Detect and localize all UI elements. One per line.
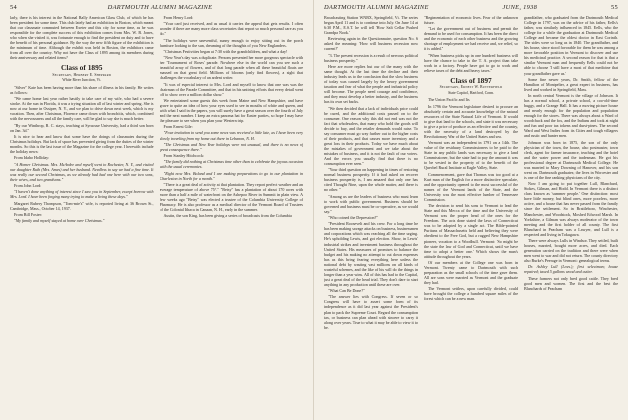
- paragraph: "The Christmas and New Year holidays were not unusual, and there is no news of great consequence there.": [159, 141, 303, 152]
- paragraph: "My family and myself stayed at home over Christmas.": [14, 218, 105, 224]
- paragraph: From Ernest Gile:: [163, 124, 193, 130]
- paragraph: It is nice to hear and know that some have the doings of classmates during the Christmas holidays. But lack of space has prevented giving from the duties of the winter months. So this is the last issue of the Magazine for the college year. I herewith include the holiday news:: [10, 134, 154, 155]
- paragraph: "The answer lies with Congress. If seven or so Congress will have to assert some form of its independence as it did last year against the President's plan to pack the Supreme Court. Regard the consumption tax, or business can plan ahead with sincere to carry it along over years. True to what it may be able to view it to be.: [324, 294, 418, 330]
- paragraph: "3. The present recession is a result of nervous political business prosperity.": [324, 52, 418, 63]
- paragraph: Vermont was an independent in 1791 on a 14th. The value of the residuary Commissioners to be paid to the State in any public lands was necessary to give a land Commissioner, but the state had to pay the amount it was to be vested in the property of to the benefit of the Quecbel Rural Institute at Eagle Valley, State.: [424, 140, 518, 171]
- page-number: 55: [611, 4, 618, 11]
- text-column: [524, 15, 618, 420]
- paragraph: These farmers not only bred good cattle. They bred good men and women. The first and the best the Blanchards of Peacham: [524, 275, 618, 291]
- page-header: [10, 4, 303, 13]
- paragraph: Dr. Ashley Lull (Lovs.); first selectman; house repaired; taxed 5 gallons wood and cutter.: [524, 264, 618, 275]
- paragraph: "We came home last year rather hastily to take care of my wife, who had a severe stroke. At the sun in Florida, it was a trying situation all of last winter and spring. She is now at our home in Ossipee, N. Y., and we plan to drive down next week, which is my vacation. Then, after Christmas, Florence came down with bronchitis, which, combined with the nervousness and all the family care, will be glad to say she is much better.: [10, 96, 154, 122]
- paragraph: Margaret Rubery Thompson, "Tom-mie's" wife, is reported living at 36 Brown St., Cambridge, Mass., October 14, 1937.: [10, 200, 154, 211]
- paragraph: From Bill Foster:: [14, 211, 43, 217]
- paragraph: "Your card just received, and as usual it carries the appeal that gets results. I often wonder if there are many more class secretaries that report so much personal care as you do.": [159, 21, 303, 37]
- running-title: DARTMOUTH ALUMNI MAGAZINE: [107, 4, 213, 11]
- paragraph: "Let the government out of business and permit the demand to be used for consumption. It has been the direct and the economic of each other business and the growing shortage of employment we had receive and, we relief, so it is added.": [424, 26, 518, 52]
- paragraph: "Christmas Festivities began at 7:30 with the grandchildren, and what a day!: [163, 48, 288, 54]
- paragraph: "I haven't done anything of interest since I saw you in September, except borrow with Mrs. Lord. I have been forging many trying to make a living these days.": [10, 189, 154, 200]
- paragraph: "Regimentation of economic lives. Fear of the unknown future.: [424, 15, 518, 26]
- paragraph: "The holidays were uneventful, sunny enough to enjoy sitting out in the porch furniture looking to the sun, dreaming of the thoughts of you New Englanders.: [159, 37, 303, 48]
- text-column: [324, 15, 418, 420]
- paragraph: In north central Vermont is the village of Johnson. It has a normal school, a private school, a coo-old-time buggy, and a Grange Hall. It has a moving picture house and nearly enough for the population and population enough for the stores. There was always about a Ward of woodchuck and the fox, and the Indians and took at night and fun and poor tax tokens and durst-pines. The second Ward and West Indies form its Cities and tough villagers and rustic and hunter men.: [524, 93, 618, 139]
- paragraph: "Who coined the Depression?": [328, 215, 378, 221]
- paragraph: "Right now Mrs. Boland and I are making preparations to go to our plantation in Charleston in North for a month.": [159, 170, 303, 181]
- paragraph: From Henry Lord:: [163, 15, 194, 20]
- page-number: 54: [10, 4, 17, 11]
- secretary-address: White River Junction, Vt.: [62, 78, 102, 83]
- paragraph: "It was of especial interest to Mrs. Lord and myself to know that one was was the chairman of the Parade Committee, and that in his untiring efforts that every detail went off to show over a million dollar show.": [159, 81, 303, 97]
- text-columns: [10, 15, 303, 420]
- paragraph: The decision to send his sons to Vermont to lead the State and this Mecca of the time and the University of Vermont was the proper head of the ones for the Freedom. The acts done stated the laws of Connecticut was to be adopted by a single act. The Bible-pointed Puritans of Massachusetts held and believing they were obedient to the Free God, but a rugged New Hampshire pioneer, vocation to a Woodhull. Vermont: 'So might be the state the law of God and Connecticut, until we have time to adopt a better one.' Which shows the man's attitude throughout the years.: [424, 203, 518, 259]
- right-page: [314, 0, 628, 420]
- class-secretary: Secretary, Herbert E. Sheppard: [52, 72, 112, 77]
- paragraph: "A Homer Christmas. Mrs. McArdee and myself went to Rochester, N. Y., and visited our daughter Ruth (Mrs. Ames) and her husband. Needless to say we had a fine time. It was really our second Christmas, as we already had had one here with our two sons, their wives, and two grandsons.": [10, 161, 154, 182]
- paragraph: "President Roosevelt and his crew. For a long time he has been making savage attacks on business, businessmen and corporations which was reaching all the time urging. He's upholding Lewis, and got election. Show, in Lewis' industrial strikes and investment business throughout the United States. His measures of promises to balance the budget and his making no attempt to cut down expenses has as this bring fearing everything here unless the national debt by wasting vast millions on all kinds of wasteful schemes, and the like of his will do the things in longer than a year wins. All of this has had to the Capital, just a great deal of the head trial. They don't dare to start anything in any production until these are over.: [324, 221, 418, 287]
- paragraph: In 1796 the Vermont legislature desired to procure an absolutely certain and accurate knowledge of the natural resources of the State Natural Life of Vermont. If would to give that land to the schools, and state it was necessary to give a price of produce as an effective and the country, with the necessity of a land destroyed by the Revolutionary War of the United States and sea.: [424, 103, 518, 139]
- paragraph: There were always Lulls in Windsor. They settled, built houses, married, bought more acres, and died. Each generation carried on the tradition and there were when men went to war and did not return. The county directory also Burke's Peerage in Vermont: genealogical terms.: [524, 237, 618, 264]
- paragraph: "Your third question on happening in times of restoring normal business prosperity. If it had asked on recover business prosperity is, I am amazed that only one has cited Thought Nine, upon the whole matter, and there is no other. ": [324, 167, 418, 193]
- class-heading: Class of 1895: [61, 63, 103, 73]
- paragraph: "New Year's day was a duplicate. Persons presented her more gorgeous spectacle with her 'Tournament of Roses' parade. Nowhere else in the world can you see such a beautiful array of flowers, and of that long parade when all these beautiful floats are massed on that great field. Millions of blooms (only find flowers), a sight that challenges the vocabulary of an ardent writer.: [159, 55, 303, 81]
- text-column: [10, 15, 154, 420]
- paragraph: Here are more replies but our of the many with the same thought. At the last time the decline and their industry leads us to the conclusion that the slow business of today was caused largely by the heavy government taxation and fear of what the people and industrial policy will become. The people need courage and confidence, and they must develop a better industry, and the business has its own set backs.: [324, 63, 418, 105]
- paragraph: Broadcasting Station WNBX, Springfield, Vt. The series began April 11 and is to continue into July. On June 14 at 6:30 P.M., E.S.T. he will tell 'How Salt Cellar Pushed Grandpa Nook.': [324, 15, 418, 36]
- paragraph: grandfather, who graduated from the Dartmouth Medical College in 1797, was on the advice of his father, Eells's father, was similarly influenced in 1845. Eells, who the college for a while the graduation at Dartmouth Medical College and became the oldest doctor in East Corinth. The sides were so long as in 1840. The grandfather, and his house, since stood favorable for them he was among a more favorable position in Vermont to discover and use his medicinal practice. A second reason for that is that a similar Vermont man and frequently Eells could not be able to choose 'I still have a most of that medicine that your grandfather gave us.': [524, 15, 618, 76]
- page-header: [324, 4, 618, 13]
- paragraph: Johnson was born in 1875, the son of the only physician of the town, the house, also postmaster, town clerk, agent for farmer insurance, teaching and the hotel and the water power and the tradesman. He got his professional degree at Dartmouth Medical College. He was married to Mary Downing of Hanover, and his son went on. Dartmouth graduates; the lives in Worcester and is one of the fine ranking physicians of the city.: [524, 139, 618, 181]
- paragraph: Commencement, gave that Thomas was too good at a Kurt man of the English for a more distinctive speculate, and the opportunity opened to the most successful of the names of the Vermont lands of the State, and the University was the most effective lumber of Tennessee Commission.: [424, 171, 518, 202]
- paragraph: "Among us are the leaders of business who must learn to work with public government. Business should be governed and business must be co-operative, as we would say.": [324, 193, 418, 214]
- paragraph: "Silver" Kate has been having more than his share of illness in his family. He writes as follows:: [10, 85, 154, 96]
- paragraph: "By our Winthrop, R. C. stays, teaching at Syracuse University, had a third son born on Jan. 3d.": [10, 122, 154, 133]
- text-column: [424, 15, 518, 420]
- paragraph: The Union Pacific and Its: [428, 97, 470, 103]
- paragraph: Austin, the son King, has been giving a series of broadcasts from the Columbia: [163, 213, 292, 219]
- paragraph: "We then decided that a lack of individuals price could be cured, and the additional costs passed on to the consumer. One reason why this did not end was not the fact that wholesalers, that many who hold the goods will decide to buy, and the retailer demands would raise. To say consumer must go way further out to the higher costs of their products, and that causes more inventory and a great loss in their products. Today we have much about the mistakes of government and we take about the mistakes of business, and it is not the fault of our voters. And the errors you usually find that there is no consumption ever seen.": [324, 105, 418, 167]
- text-column: [160, 15, 304, 420]
- paragraph: "The family did nothing at Christmas time other than to celebrate the joyous occasion with the usual ceremonies.: [159, 159, 303, 170]
- paragraph: Reviewing again in the Questionnaire, question No. 6 asked the meaning: 'How will business recession now current?': [324, 36, 418, 52]
- paragraph: Now I am going to put together Lull, Blanchard, Stokes, Gilman, and Hodd. In Vermont there is a distinct class known as 'summer people.' One distinction: most have little money, but blind ones, more poorless, more active, and a house that has never passed from the family since the settlement. So in Brattleboro, Winchester, Manchester, and Woodstock, Moshed Edwood Marsh. In Yorkshire, a Gilman was always moderator of the town meeting and the first holder of all county. The first Blanchard in Peacham was a Lawyer, and Lull is a respected and living in Tokugawa.: [524, 181, 618, 237]
- paragraph: larly, there is his interest in the National Rally American Glass Club, of which he has been president for some time. This club lately had an exhibition in Boston, which meant that our classmate commuted between Exeter and this city for some time, as he was responsible for the complete success of this exhibition comes from Mrs. W. B. Jones, who when she visited it, was fortunate enough to find the president on duty and to have the benefit of his personal guidance. By the way the new fifth figure of the exhibition is the minimum of time. Although the exhibit was held in Boston, the exhibitors came from all over the country. Why not have the Class of 1895 among its members during their anniversary and related items?: [10, 15, 154, 61]
- secretary-address: State Capitol, Hartford, Conn.: [448, 90, 494, 95]
- issue-date: JUNE, 1938: [502, 4, 538, 11]
- paragraph: Some fine newer years, Dr. Smith, fellow of the Hamilton of Montpelier, a great expert in business, has lived and worked in Springfield, Mass.: [524, 76, 618, 92]
- class-heading: Class of 1897: [450, 75, 492, 85]
- paragraph: "When business picks up in one hundred business will have the chance to take to the T. A. project than take work in a factory. People have got to go to work and relieve taxes of the debt and heavy taxes.": [424, 52, 518, 73]
- paragraph: We entertained some guests this week from Maine and New Hampshire, and have grave to quite an idea of how your eyes used to see in mouths of white and queen, and with what I said in the papers, you will surely have a great season over the fourth of July and the next number. I keep an extra panoma hat for Easter parties, so hope I may have the pleasure to see when you plan your Western trip.: [159, 97, 303, 124]
- paragraph: "There is a great deal of activity at that plantation. They report perfect weather and an average temperature of above 75°." "Betsy" has a plantation of about 170 acres with more than a half a mile of waterfront on the Ashepoo River in Summit in plain view. A few weeks ago "Betsy" was elected a trustee of the Columbia University College of Pharmacy. He is also professor as a medical director of the Vermont Board of Trustees of the Colonial Ithaca in Canaan, N. H., early in the summer.: [159, 181, 303, 213]
- class-secretary: Secretary, Ernest W. Butterfield: [439, 85, 503, 90]
- paragraph: From Stanley Hitchcock:: [163, 153, 205, 159]
- paragraph: "Four invitation to send you some news was received a little late, as I have been very slowly traveling from my home out there in Lebanon, N. H.: [159, 130, 303, 141]
- running-title: DARTMOUTH ALUMNI MAGAZINE: [324, 4, 429, 11]
- paragraph: Of our members at the College one was born in Vermont. Twenty came to Dartmouth with such preparation as the small schools of the time gave them. All are sons were married as Vermont and the graduate they had.: [424, 259, 518, 286]
- text-columns: [324, 15, 618, 420]
- paragraph: From Idaho Holliday:: [14, 155, 50, 161]
- paragraph: The Vermont settlers, upon carefully divided, could have brought the college a hundred square miles of the forest which can be a new man.: [424, 286, 518, 302]
- paragraph: "What Can Be Done?": [328, 288, 365, 294]
- paragraph: From John Lord:: [14, 182, 42, 188]
